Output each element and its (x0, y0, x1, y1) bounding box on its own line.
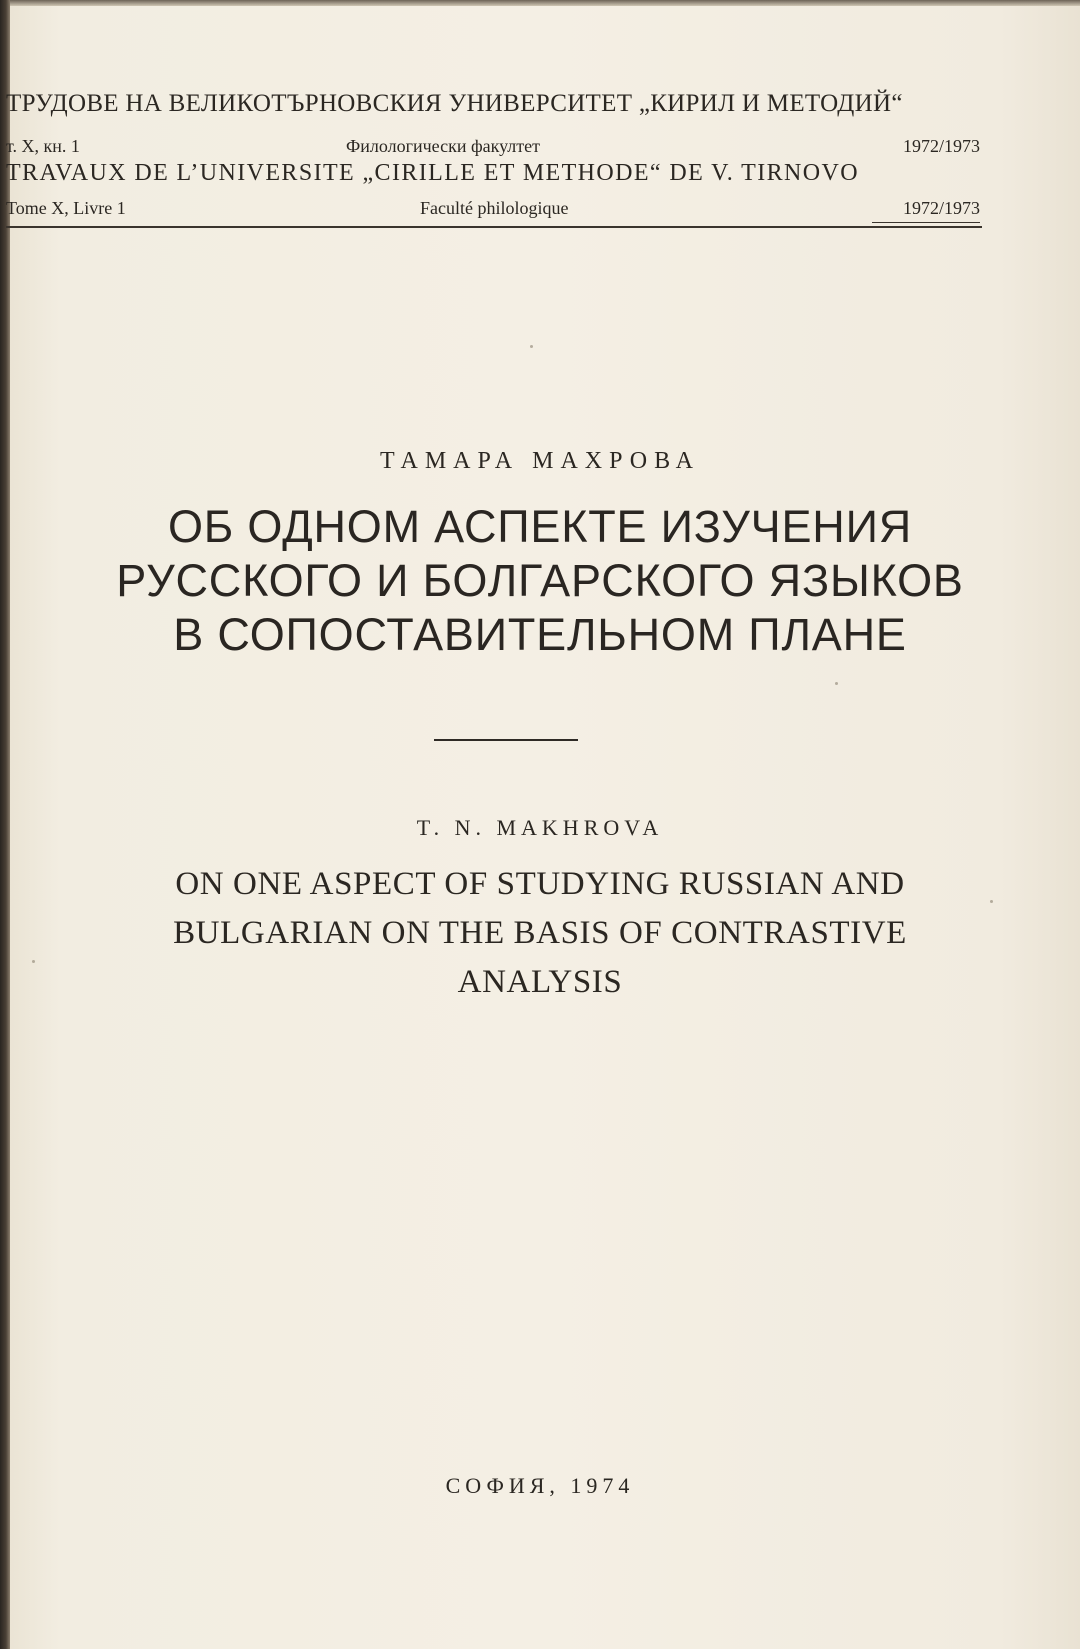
year-bg: 1972/1973 (902, 136, 980, 156)
header-rule (6, 226, 982, 228)
university-name-fr: TRAVAUX DE L’UNIVERSITE „CIRILLE ET METHODE“ DE V. TIRNOVO (6, 160, 859, 186)
university-name-bg: ТРУДОВЕ НА ВЕЛИКОТЪРНОВСКИЯ УНИВЕРСИТЕТ „КИРИЛ И МЕТОДИЙ“ (6, 90, 903, 117)
header-rule-short (872, 222, 980, 223)
volume-bg: т. X, кн. 1 (6, 136, 80, 156)
year-fr: 1972/1973 (902, 198, 980, 218)
title-russian-line-2: РУССКОГО И БОЛГАРСКОГО ЯЗЫКОВ (116, 555, 964, 606)
faculty-fr: Faculté philologique (420, 198, 569, 218)
imprint-city-year: СОФИЯ, 1974 (445, 1473, 635, 1498)
faculty-bg: Филологически факултет (346, 136, 541, 156)
author-name-russian: ТАМАРА МАХРОВА (380, 448, 700, 474)
paper-speck (835, 682, 838, 685)
page-top-edge (0, 0, 1080, 6)
volume-fr: Tome X, Livre 1 (6, 198, 126, 218)
title-english (0, 860, 1080, 1007)
section-divider (434, 739, 578, 741)
title-english-line-2: BULGARIAN ON THE BASIS OF CONTRASTIVE (173, 915, 907, 951)
author-name-english: T. N. MAKHROVA (416, 815, 664, 840)
paper-speck (990, 900, 993, 903)
title-russian-line-3: В СОПОСТАВИТЕЛЬНОМ ПЛАНЕ (173, 609, 907, 660)
paper-speck (32, 960, 35, 963)
title-english-line-1: ON ONE ASPECT OF STUDYING RUSSIAN AND (175, 866, 905, 902)
title-english-line-3: ANALYSIS (457, 964, 623, 1000)
title-russian (0, 500, 1080, 662)
paper-speck (530, 345, 533, 348)
title-russian-line-1: ОБ ОДНОМ АСПЕКТЕ ИЗУЧЕНИЯ (167, 501, 913, 552)
